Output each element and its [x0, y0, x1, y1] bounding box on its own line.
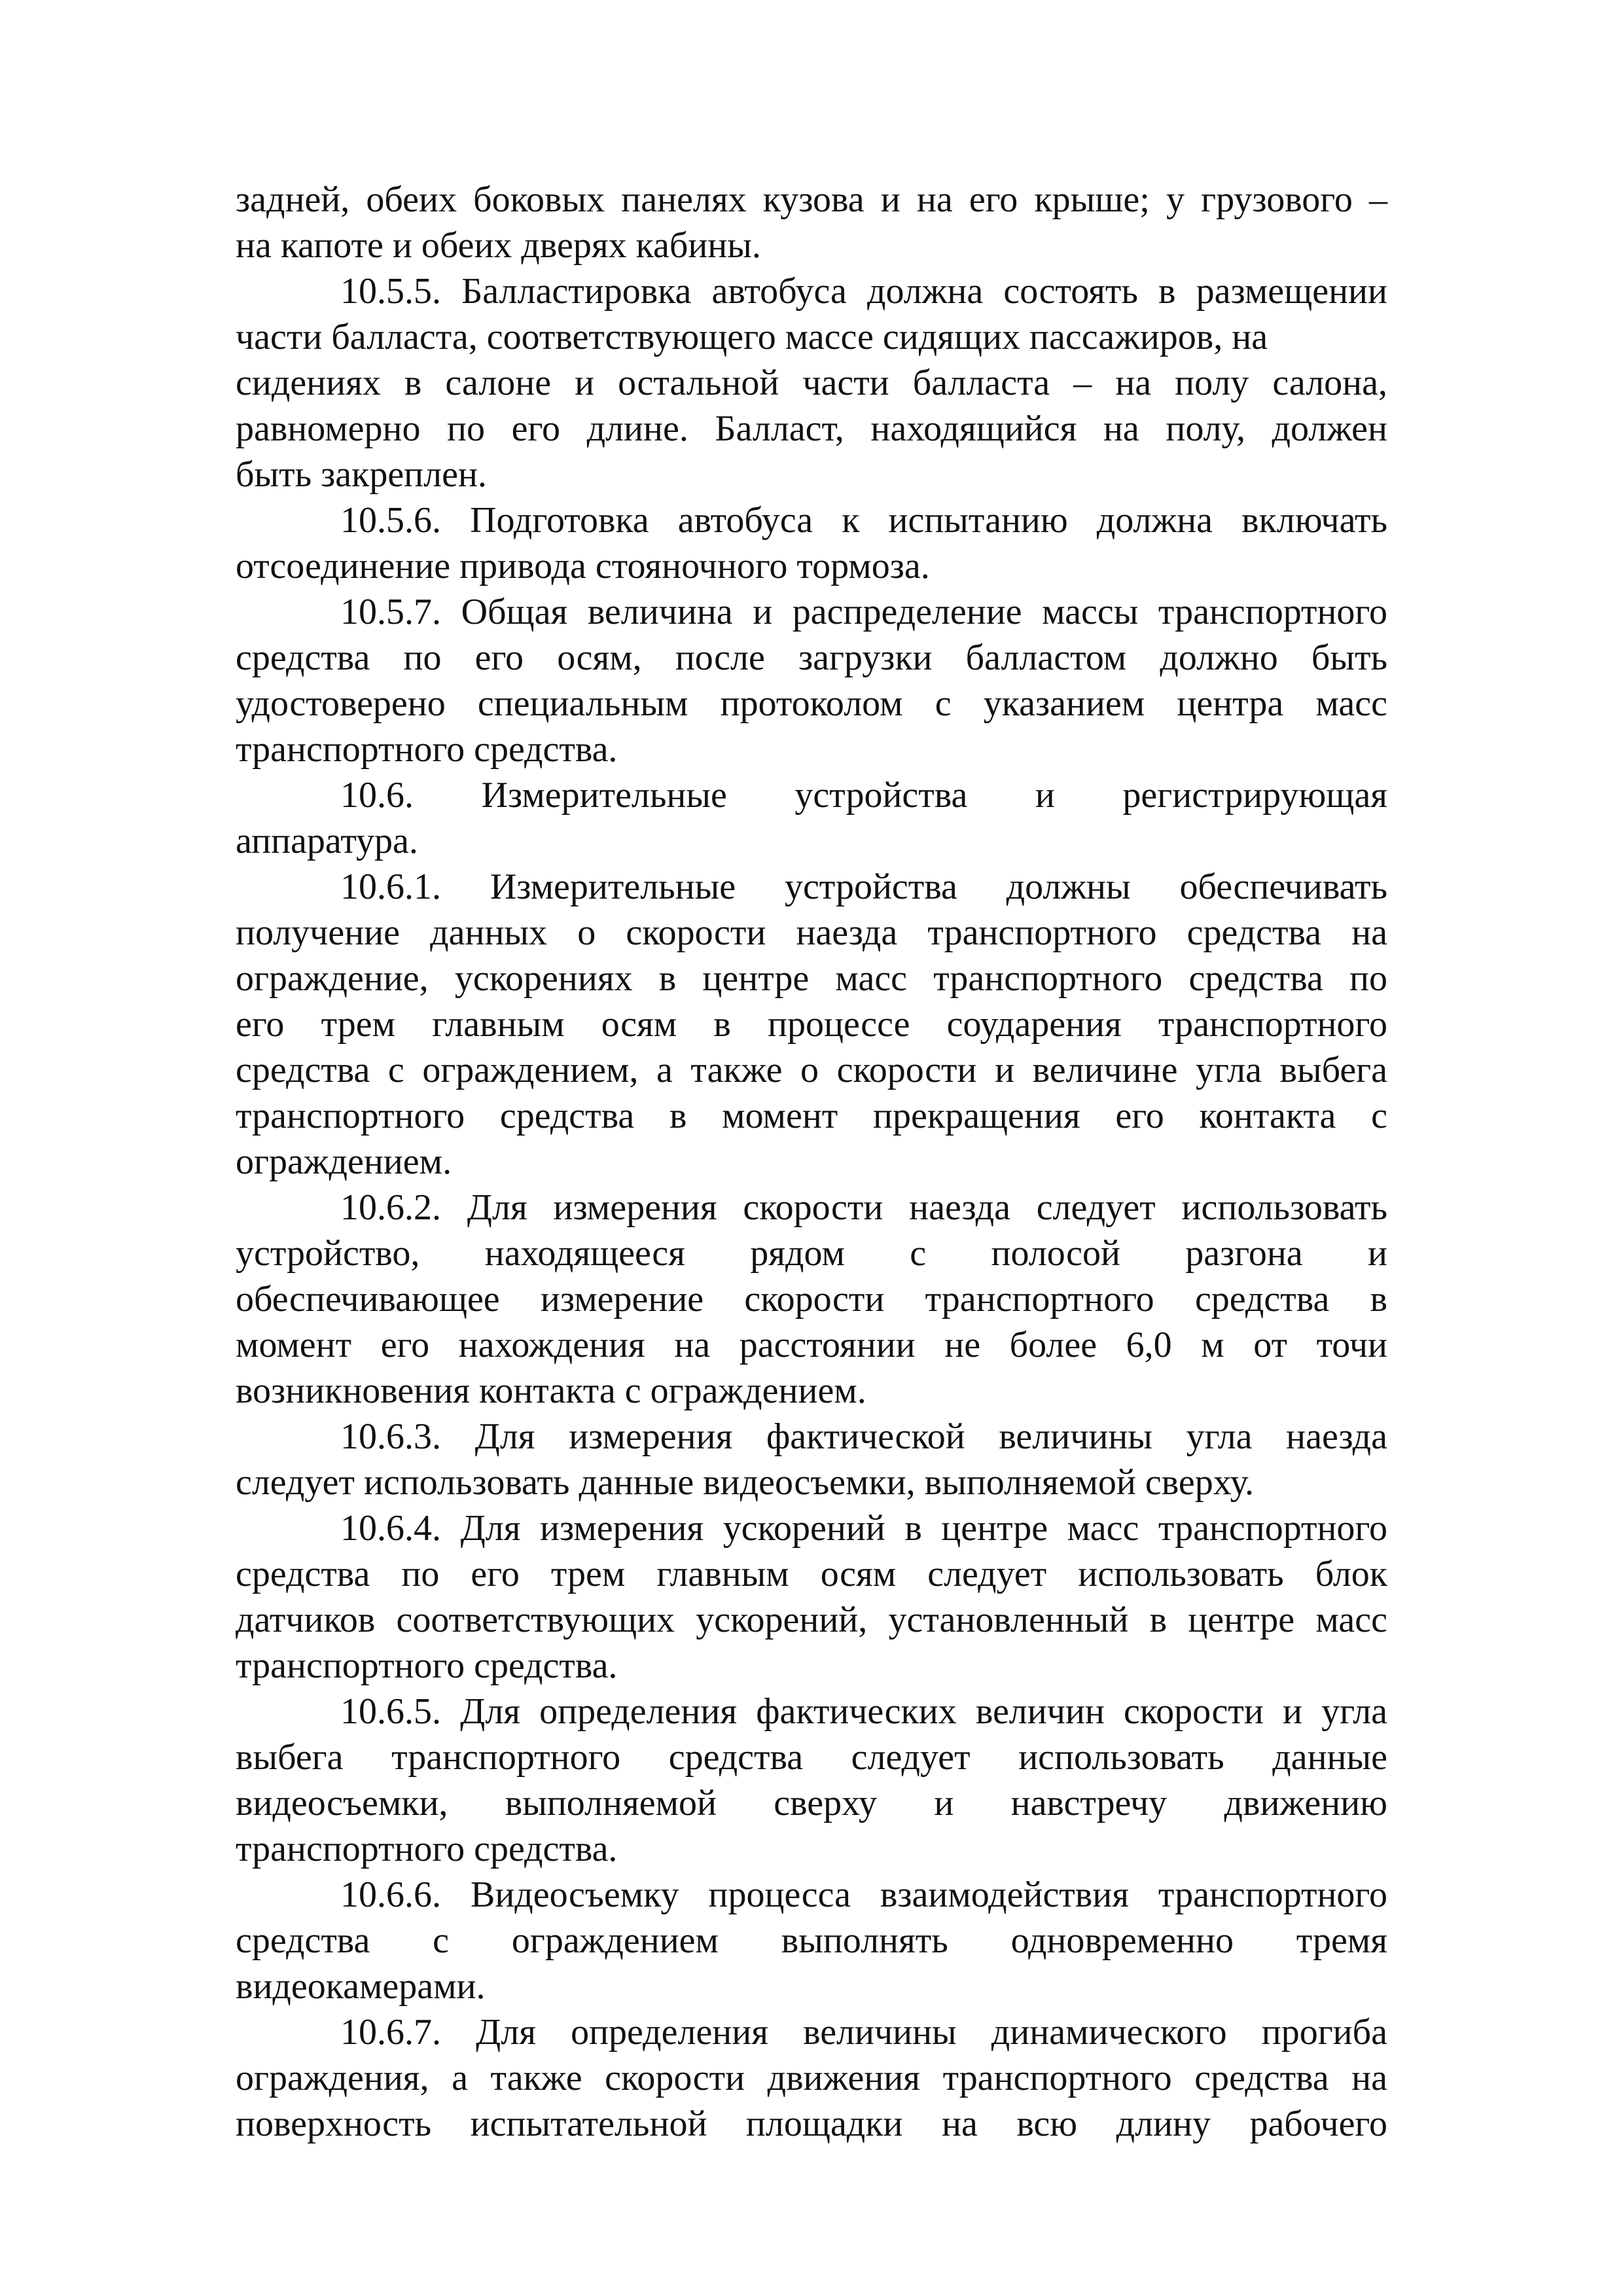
text-line: видеосъемки, выполняемой сверху и навстречу движению [236, 1783, 1387, 1823]
text-line: аппаратура. [236, 821, 418, 861]
text-line: средства с ограждением, а также о скорости и величине угла выбега [236, 1050, 1387, 1090]
paragraph-first-line: 10.6.7. Для определения величины динамического прогиба [340, 2012, 1387, 2053]
text-line: равномерно по его длине. Балласт, находящийся на полу, должен [236, 408, 1387, 449]
paragraph-first-line: 10.6. Измерительные устройства и регистрирующая [340, 775, 1387, 816]
text-line: транспортного средства. [236, 1829, 618, 1869]
text-line: выбега транспортного средства следует использовать данные [236, 1737, 1387, 1778]
paragraph-first-line: 10.5.7. Общая величина и распределение массы транспортного [340, 592, 1387, 632]
paragraph-first-line: 10.6.1. Измерительные устройства должны обеспечивать [340, 867, 1387, 907]
text-line: видеокамерами. [236, 1966, 486, 2007]
text-line: быть закреплен. [236, 454, 487, 495]
document-body [236, 177, 1387, 2147]
text-line: части балласта, соответствующего массе сидящих пассажиров, на [236, 317, 1268, 357]
paragraph-first-line: 10.6.2. Для измерения скорости наезда следует использовать [340, 1187, 1387, 1228]
text-line: средства по его осям, после загрузки балластом должно быть [236, 637, 1387, 678]
text-line: удостоверено специальным протоколом с указанием центра масс [236, 683, 1387, 724]
text-line: его трем главным осям в процессе соударения транспортного [236, 1004, 1387, 1045]
text-line: обеспечивающее измерение скорости транспортного средства в [236, 1279, 1387, 1319]
text-line: момент его нахождения на расстоянии не более 6,0 м от точи [236, 1325, 1387, 1365]
text-line: ограждением. [236, 1141, 452, 1182]
text-line: транспортного средства в момент прекращения его контакта с [236, 1096, 1387, 1136]
text-line: ограждение, ускорениях в центре масс транспортного средства по [236, 958, 1387, 999]
text-line: транспортного средства. [236, 729, 618, 770]
paragraph-first-line: 10.6.6. Видеосъемку процесса взаимодействия транспортного [340, 1874, 1387, 1915]
text-line: отсоединение привода стояночного тормоза. [236, 546, 930, 586]
text-line: получение данных о скорости наезда транспортного средства на [236, 912, 1387, 953]
text-line: устройство, находящееся рядом с полосой разгона и [236, 1233, 1387, 1274]
text-line: на капоте и обеих дверях кабины. [236, 225, 761, 266]
text-line: средства по его трем главным осям следует использовать блок [236, 1554, 1387, 1594]
text-line: возникновения контакта с ограждением. [236, 1371, 866, 1411]
text-line: следует использовать данные видеосъемки, выполняемой сверху. [236, 1462, 1254, 1503]
paragraph-first-line: 10.5.6. Подготовка автобуса к испытанию должна включать [340, 500, 1387, 541]
paragraph-first-line: 10.6.5. Для определения фактических величин скорости и угла [340, 1691, 1387, 1732]
text-line: сидениях в салоне и остальной части балласта – на полу салона, [236, 363, 1387, 403]
text-line: датчиков соответствующих ускорений, установленный в центре масс [236, 1600, 1387, 1640]
text-line: средства с ограждением выполнять одновременно тремя [236, 1920, 1387, 1961]
paragraph-first-line: 10.6.4. Для измерения ускорений в центре масс транспортного [340, 1508, 1387, 1549]
text-line: ограждения, а также скорости движения транспортного средства на [236, 2058, 1387, 2098]
text-line: транспортного средства. [236, 1645, 618, 1686]
paragraph-first-line: 10.5.5. Балластировка автобуса должна состоять в размещении [340, 271, 1387, 312]
text-line: задней, обеих боковых панелях кузова и на его крыше; у грузового – [236, 179, 1387, 220]
paragraph-first-line: 10.6.3. Для измерения фактической величины угла наезда [340, 1416, 1387, 1457]
text-line: поверхность испытательной площадки на всю длину рабочего [236, 2104, 1387, 2144]
